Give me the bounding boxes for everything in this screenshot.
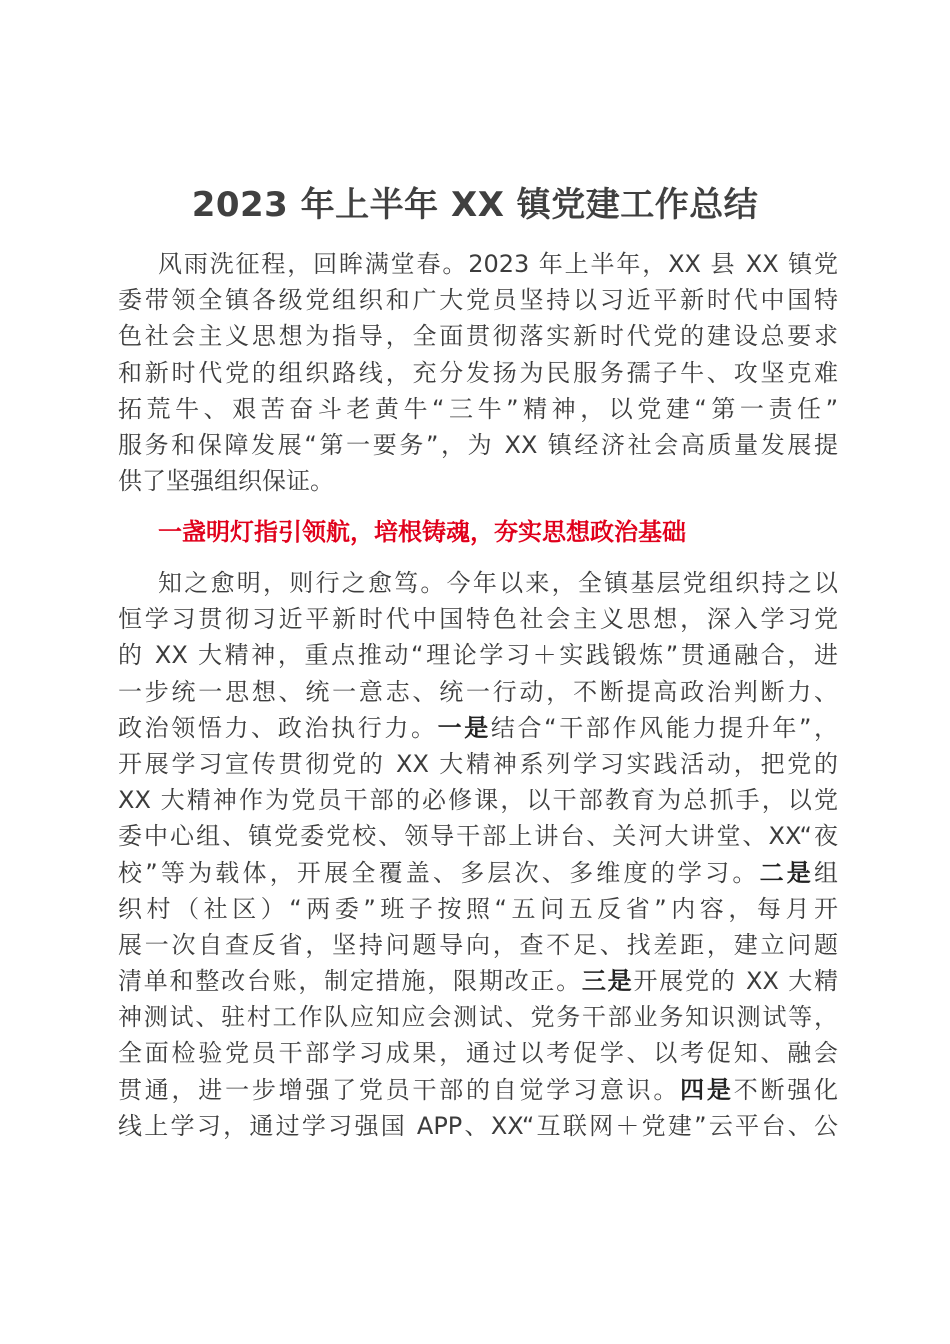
intro-line: 风雨洗征程，回眸满堂春。2023 年上半年，XX 县 XX 镇党	[158, 250, 838, 278]
paragraph-line: 展一次自查反省，坚持问题导向，查不足、找差距，建立问题	[118, 930, 838, 959]
paragraph-line: 恒学习贯彻习近平新时代中国特色社会主义思想，深入学习党	[118, 605, 838, 634]
bold-marker-second: 二是	[759, 858, 815, 887]
line-text: 开展党的 XX 大精	[633, 967, 839, 996]
intro-line: 委带领全镇各级党组织和广大党员坚持以习近平新时代中国特	[118, 286, 838, 315]
paragraph-line: 一步统一思想、统一意志、统一行动，不断提高政治判断力、	[118, 677, 838, 706]
paragraph-line: XX 大精神作为党员干部的必修课，以干部教育为总抓手，以党	[118, 786, 838, 815]
bold-marker-first: 一是	[437, 713, 491, 742]
paragraph-line	[118, 710, 838, 746]
paragraph-line	[118, 1072, 838, 1108]
paragraph-line: 全面检验党员干部学习成果，通过以考促学、以考促知、融会	[118, 1039, 838, 1068]
paragraph-line: 神测试、驻村工作队应知应会测试、党务干部业务知识测试等，	[118, 1003, 838, 1032]
line-text: 组	[814, 858, 839, 887]
paragraph-line: 委中心组、镇党委党校、领导干部上讲台、关河大讲堂、XX“夜	[118, 822, 838, 851]
intro-paragraph	[118, 246, 838, 499]
line-text: 结合“干部作风能力提升年”，	[490, 713, 839, 742]
paragraph-line: 知之愈明，则行之愈笃。今年以来，全镇基层党组织持之以	[158, 569, 838, 597]
bold-marker-third: 三是	[581, 967, 634, 996]
intro-line: 服务和保障发展“第一要务”，为 XX 镇经济社会高质量发展提	[118, 430, 838, 459]
paragraph-line: 线上学习，通过学习强国 APP、XX“互联网＋党建”云平台、公	[118, 1111, 838, 1140]
paragraph-line	[118, 855, 838, 891]
line-text: 清单和整改台账，制定措施，限期改正。	[118, 967, 582, 996]
intro-line: 供了坚强组织保证。	[118, 467, 334, 496]
intro-line: 和新时代党的组织路线，充分发扬为民服务孺子牛、攻坚克难	[118, 358, 838, 387]
paragraph-line: 的 XX 大精神，重点推动“理论学习＋实践锻炼”贯通融合，进	[118, 641, 838, 670]
paragraph-line	[118, 963, 838, 999]
line-text: 不断强化	[733, 1075, 839, 1104]
paragraph-line: 开展学习宣传贯彻党的 XX 大精神系列学习实践活动，把党的	[118, 749, 838, 778]
section-1-paragraph	[118, 565, 838, 1144]
line-text: 贯通，进一步增强了党员干部的自觉学习意识。	[118, 1075, 681, 1104]
line-text: 政治领悟力、政治执行力。	[118, 713, 438, 742]
intro-line: 色社会主义思想为指导，全面贯彻落实新时代党的建设总要求	[118, 322, 838, 351]
section-heading-1: 一盏明灯指引领航，培根铸魂，夯实思想政治基础	[158, 518, 686, 546]
line-text: 校”等为载体，开展全覆盖、多层次、多维度的学习。	[118, 858, 760, 887]
intro-line: 拓荒牛、艰苦奋斗老黄牛“三牛”精神，以党建“第一责任”	[118, 394, 838, 423]
paragraph-line: 织村（社区）“两委”班子按照“五问五反省”内容，每月开	[118, 894, 838, 923]
bold-marker-fourth: 四是	[680, 1075, 734, 1104]
document-title: 2023 年上半年 XX 镇党建工作总结	[191, 185, 759, 225]
